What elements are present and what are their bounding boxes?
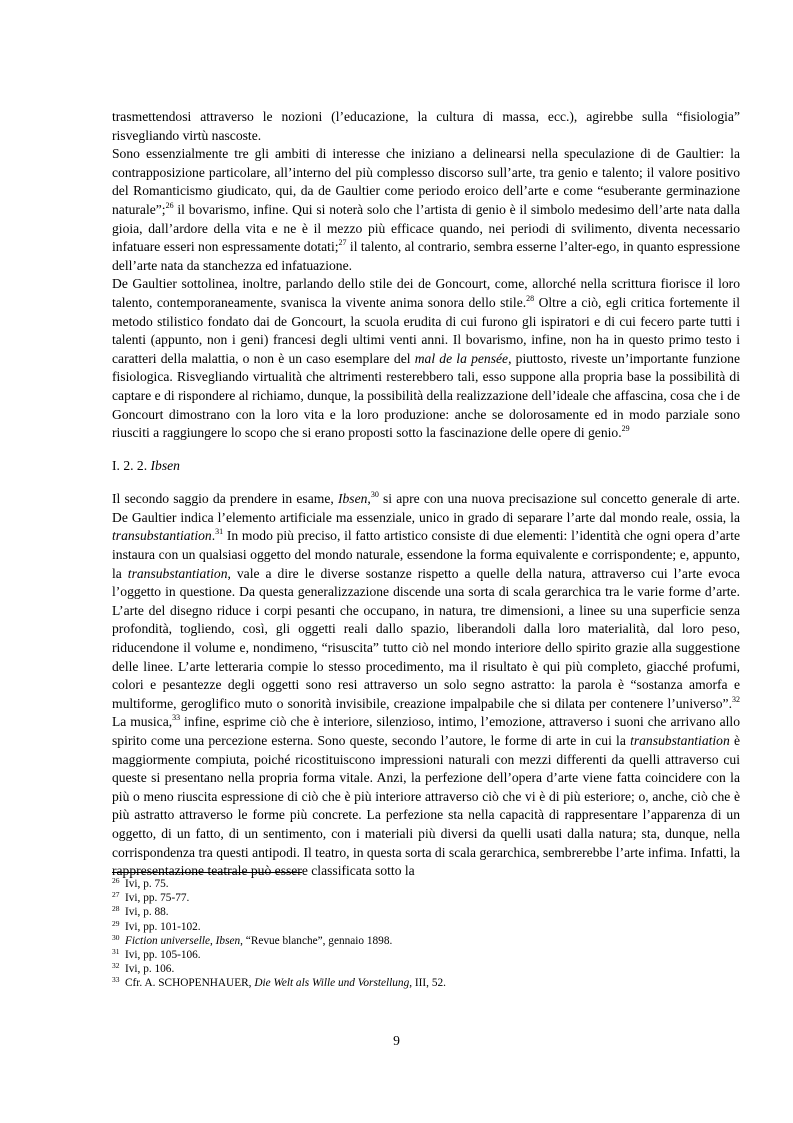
italic-text: mal de la pensée xyxy=(414,350,509,366)
footnote-separator xyxy=(112,872,302,873)
text-run: Oltre a ciò, egli critica fortemente il metodo stilistico fondato dai de Goncourt, la scuola erudita di cui furono gli ispiratori e di cui fecero parte tutti i talenti (appunto, non i geni) francesi degli ultimi venti anni. Il bovarismo, infine, non ha in questo primo testo i caratteri della malattia, o non è un caso esemplare del xyxy=(112,294,740,366)
footnote-ref: 32 xyxy=(732,694,740,704)
text-run: il bovarismo, infine. Qui si noterà solo che l’artista di genio è il simbolo medesimo dell’arte nata dalla gioia, dall’ardore della vita e ne è il mezzo più efficace quando, nei periodi di svilimento, diventa necessario infatuare esseri non espressamente dotati; xyxy=(112,201,740,255)
footnote-ref: 28 xyxy=(526,293,535,303)
footnote: 27 Ivi, pp. 75-77. xyxy=(112,890,190,905)
footnote: 29 Ivi, pp. 101-102. xyxy=(112,918,201,933)
italic-text: Ibsen xyxy=(215,934,241,947)
italic-text: transubstantiation xyxy=(127,565,228,581)
page-number: 9 xyxy=(393,1033,400,1048)
footnote-ref: 30 xyxy=(370,490,379,500)
footnote-ref: 27 xyxy=(338,238,347,248)
footnote: 33 Cfr. A. SCHOPENHAUER, Die Welt als Wille und Vorstellung, III, 52. xyxy=(112,975,446,990)
footnote: 26 Ivi, p. 75. xyxy=(112,876,169,890)
text-run: Il secondo saggio da prendere in esame, xyxy=(112,491,338,507)
text-run: , vale a dire le diverse sostanze rispetto a quelle della natura, attraverso cui l’arte evoca l’oggetto in questione. Da questa generalizzazione discende una sorta di scala gerarchica tra le varie forme d’arte. L’arte del disegno riduce i corpi pesanti che occupano, in natura, tre dimensioni, a linee su una superficie senza profondità, togliendo, così, gli oggetti reali dallo spazio, liberandoli dalla loro materialità, dal loro peso, riducendone il volume e, nondimeno, “risuscita” tutto ciò nel mondo interiore dello spirito grazie alla suggestione delle linee. L’arte letteraria compie lo stesso procedimento, ma il risultato è qui più completo, giacché profumi, colori e pesantezze degli oggetti sono resi attraverso un solo segno astratto: la parola è “sostanza amorfa e multiforme, geroglifico muto o sonorità invisibile, creazione impalpabile che si dilata per contenere l’universo”. xyxy=(112,565,740,711)
footnote-ref: 26 xyxy=(165,200,174,210)
text-run: Sono essenzialmente tre gli ambiti di interesse che iniziano a delinearsi nella speculazione di de Gaultier: la contrapposizione particolare, all’interno del più complesso discorso sull’arte, tra genio e talento; il valore positivo del Romanticismo giudicato, qui, da de Gaultier come periodo eroico dell’arte e come “esuberante germinazione naturale”; xyxy=(112,146,740,217)
italic-text: Die Welt als Wille und Vorstellung xyxy=(254,977,410,990)
text-run: trasmettendosi attraverso le nozioni (l’educazione, la cultura di massa, ecc.), agirebbe sulla “fisiologia” risvegliando virtù nascoste. xyxy=(112,109,740,143)
italic-text: transubstantiation xyxy=(112,528,212,544)
footnote: 31 Ivi, pp. 105-106. xyxy=(112,947,201,962)
text-run: Ivi, pp. 105-106. xyxy=(125,949,201,962)
footnote-ref: 29 xyxy=(621,424,630,434)
footnote: 32 Ivi, p. 106. xyxy=(112,961,175,976)
section-ibsen xyxy=(112,490,740,880)
section-intro xyxy=(112,108,740,443)
footnotes xyxy=(112,877,740,991)
footnote-ref: 31 xyxy=(215,527,224,537)
text-run: il talento, al contrario, sembra esserne l’alter-ego, in quanto espressione dell’arte nata da stanchezza ed infatuazione. xyxy=(112,239,741,273)
text-run: , III, 52. xyxy=(409,977,446,990)
paragraph xyxy=(112,145,740,275)
italic-text: transubstantiation xyxy=(630,733,730,748)
text-run: Ivi, p. 75. xyxy=(125,878,169,890)
paragraph xyxy=(112,275,740,442)
text-run: La musica, xyxy=(112,714,173,730)
text-run: , xyxy=(367,491,371,507)
text-run: Ivi, p. 88. xyxy=(125,906,169,919)
text-run: è maggiormente compiuta, poiché ricostituiscono impressioni naturali con mezzi differenti da quelli attraverso cui queste si presentano nella propria forma vitale. Anzi, la perfezione dell’opera d’arte viene fatta coincidere con la più o meno riuscita espressione di ciò che è più interiore attraverso ciò che vi è di più esteriore; o, anche, ciò che è più astratto attraverso le forme più concrete. La perfezione sta nella capacità di rappresentare l’apparenza di un oggetto, di un fatto, di un sentimento, con i materiali più diversi da quelli usati dalla natura; sta, dunque, nella corrispondenza tra questi antipodi. Il teatro, in questa sorta di scala gerarchica, sembrerebbe l’arte infima. Infatti, la rappresentazione teatrale può essere classificata sotto la xyxy=(112,733,740,879)
paragraph xyxy=(112,490,740,880)
heading-title: Ibsen xyxy=(150,457,180,473)
text-run: Ivi, pp. 101-102. xyxy=(125,920,201,933)
text-run: , xyxy=(210,934,216,947)
footnote-ref: 33 xyxy=(172,713,181,723)
italic-text: Ibsen xyxy=(337,491,368,507)
text-run: Ivi, p. 106. xyxy=(125,963,175,976)
text-run: . xyxy=(211,528,216,544)
text-run: In modo più preciso, il fatto artistico consiste di due elementi: l’identità che ogni opera d’arte instaura con un qualsiasi oggetto del mondo naturale, essendone la forma equivalente e corrispondente; e, appunto, la xyxy=(112,528,740,581)
footnote: 30 Fiction universelle, Ibsen, “Revue blanche”, gennaio 1898. xyxy=(112,932,393,947)
footnote: 28 Ivi, p. 88. xyxy=(112,904,169,919)
heading-number: I. 2. 2. xyxy=(112,457,151,473)
italic-text: Fiction universelle xyxy=(125,934,211,947)
text-run: infine, esprime ciò che è interiore, silenzioso, intimo, l’emozione, attraverso i suoni che arrivano allo spirito come una percezione esterna. Sono queste, secondo l’autore, le forme di arte in cui la xyxy=(112,714,740,748)
text-run: Ivi, pp. 75-77. xyxy=(125,892,190,905)
section-heading xyxy=(112,457,740,476)
text-run: De Gaultier sottolinea, inoltre, parlando dello stile dei de Goncourt, come, allorché nella scrittura fiorisce il loro talento, contemporaneamente, svanisca la vivente anima sonora dello stile. xyxy=(112,276,740,310)
text-run: , “Revue blanche”, gennaio 1898. xyxy=(240,934,393,947)
page-body xyxy=(112,108,740,881)
paragraph xyxy=(112,108,740,145)
text-run: , piuttosto, riveste un’importante funzione fisiologica. Risvegliando virtualità che altrimenti resterebbero tali, esso suppone alla propria base la possibilità di captare e di rispondere al richiamo, dunque, la possibilità della realizzazione dell’ideale che affascina, cosa che i de Goncourt dimostrano con la loro vita e la loro produzione: anche se dolorosamente ed in modo parziale sono riusciti a raggiungere lo scopo che si erano proposti sotto la fascinazione delle opere di genio. xyxy=(112,350,741,441)
text-run: si apre con una nuova precisazione sul concetto generale di arte. De Gaultier indica l’elemento artificiale ma essenziale, unico in grado di separare l’arte dal mondo reale, ossia, la xyxy=(112,491,740,525)
text-run: Cfr. A. SCHOPENHAUER, xyxy=(125,977,255,990)
